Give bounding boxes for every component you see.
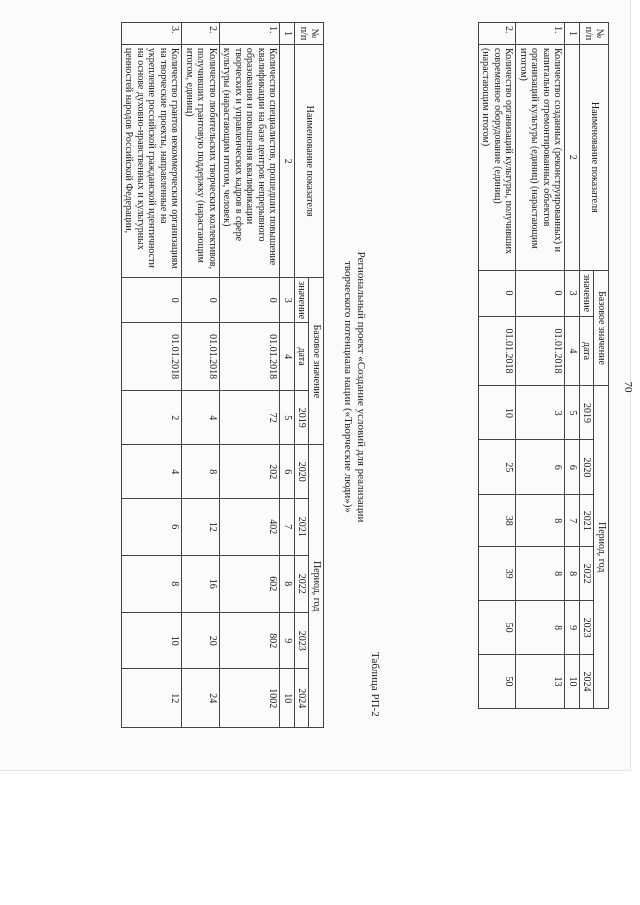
row-base-date: 01.01.2018 xyxy=(220,323,281,391)
row-name: Количество созданных (реконструированных) и капитально отремонтированных объектов организаций культуры (единиц) (нарастающим итогом) xyxy=(516,44,565,270)
header-name: Наименование показателя xyxy=(295,44,324,277)
header-year: 2019 xyxy=(295,390,310,445)
row-base-value: 0 xyxy=(182,278,220,323)
header-year: 2020 xyxy=(580,440,595,495)
row-2019: 2 xyxy=(122,390,183,445)
column-number: 10 xyxy=(565,655,580,709)
header-base-value: значение xyxy=(580,270,595,316)
column-number: 9 xyxy=(280,612,295,668)
column-number: 3 xyxy=(565,270,580,316)
row-2021: 8 xyxy=(516,495,565,547)
row-2024: 1002 xyxy=(220,669,281,728)
row-num: 1. xyxy=(220,23,281,45)
column-number: 5 xyxy=(565,386,580,440)
row-name: Количество грантов некоммерческим организациям на творческие проекты, направленные на укрепление российской гражданской идентичности на основе духовно-нравственных и культурных ценностей народов Российской Федерации, xyxy=(122,44,183,277)
row-2019: 72 xyxy=(220,390,281,445)
column-number: 6 xyxy=(280,445,295,499)
header-base-date: дата xyxy=(580,316,595,386)
row-2023: 10 xyxy=(122,612,183,668)
row-base-value: 0 xyxy=(479,270,517,316)
header-year: 2024 xyxy=(295,669,310,728)
row-2024: 12 xyxy=(122,669,183,728)
row-base-date: 01.01.2018 xyxy=(479,316,517,386)
row-2020: 8 xyxy=(182,445,220,499)
table-row xyxy=(220,23,281,728)
header-year: 2021 xyxy=(295,499,310,555)
column-number: 1 xyxy=(280,23,295,45)
page-number: 70 xyxy=(622,381,634,393)
row-2022: 8 xyxy=(122,555,183,612)
header-year: 2024 xyxy=(580,655,595,709)
column-number: 2 xyxy=(280,44,295,277)
row-2019: 10 xyxy=(479,386,517,440)
row-2019: 4 xyxy=(182,390,220,445)
section-caption-line2: творческого потенциала нации («Творческие люди»)» xyxy=(342,261,354,513)
row-2022: 8 xyxy=(516,547,565,601)
column-number: 2 xyxy=(565,44,580,270)
row-num: 2. xyxy=(479,23,517,45)
row-2024: 24 xyxy=(182,669,220,728)
row-2022: 16 xyxy=(182,555,220,612)
column-number: 4 xyxy=(280,323,295,391)
row-2020: 202 xyxy=(220,445,281,499)
row-base-value: 0 xyxy=(516,270,565,316)
column-number: 1 xyxy=(565,23,580,45)
table-row xyxy=(182,23,220,728)
indicators-table-2 xyxy=(121,22,324,728)
column-number: 8 xyxy=(280,555,295,612)
header-year: 2020 xyxy=(295,445,310,499)
column-number: 3 xyxy=(280,278,295,323)
row-2020: 25 xyxy=(479,440,517,495)
header-base: Базовое значение xyxy=(309,278,324,445)
row-2023: 20 xyxy=(182,612,220,668)
header-num: № п/п xyxy=(295,23,324,45)
row-2023: 8 xyxy=(516,601,565,655)
column-number: 6 xyxy=(565,440,580,495)
header-year: 2023 xyxy=(580,601,595,655)
row-2021: 12 xyxy=(182,499,220,555)
row-2021: 402 xyxy=(220,499,281,555)
row-num: 1. xyxy=(516,23,565,45)
row-2020: 6 xyxy=(516,440,565,495)
row-base-date: 01.01.2018 xyxy=(122,323,183,391)
row-2022: 39 xyxy=(479,547,517,601)
column-number: 9 xyxy=(565,601,580,655)
header-base: Базовое значение xyxy=(594,270,609,386)
header-year: 2021 xyxy=(580,495,595,547)
table-row xyxy=(479,23,517,709)
row-2024: 13 xyxy=(516,655,565,709)
row-name: Количество любительских творческих коллективов, получивших грантовую поддержку (нарастающим итогом, единиц) xyxy=(182,44,220,277)
column-number: 4 xyxy=(565,316,580,386)
column-number: 7 xyxy=(565,495,580,547)
column-number: 5 xyxy=(280,390,295,445)
row-base-value: 0 xyxy=(220,278,281,323)
table-row xyxy=(122,23,183,728)
row-num: 3. xyxy=(122,23,183,45)
row-2023: 802 xyxy=(220,612,281,668)
row-2020: 4 xyxy=(122,445,183,499)
header-year: 2023 xyxy=(295,612,310,668)
header-num: № п/п xyxy=(580,23,609,45)
row-base-value: 0 xyxy=(122,278,183,323)
header-year: 2022 xyxy=(580,547,595,601)
row-name: Количество организаций культуры, получивших современное оборудование (единиц) (нарастающим итогом) xyxy=(479,44,517,270)
section-caption-line1: Региональный проект «Создание условий для реализации xyxy=(355,251,367,523)
row-num: 2. xyxy=(182,23,220,45)
header-year: 2022 xyxy=(295,555,310,612)
row-2024: 50 xyxy=(479,655,517,709)
column-number: 8 xyxy=(565,547,580,601)
row-2023: 50 xyxy=(479,601,517,655)
header-base-value: значение xyxy=(295,278,310,323)
row-base-date: 01.01.2018 xyxy=(516,316,565,386)
row-2022: 602 xyxy=(220,555,281,612)
header-year: 2019 xyxy=(580,386,595,440)
row-2021: 6 xyxy=(122,499,183,555)
indicators-table-1 xyxy=(478,22,609,709)
header-name: Наименование показателя xyxy=(580,44,609,270)
row-name: Количество специалистов, прошедших повышение квалификации на базе центров непрерывного образования и повышения квалификации творческих и управленческих кадров в сфере культуры (нарастающим итогом, человек) xyxy=(220,44,281,277)
header-period: Период, год xyxy=(309,445,324,728)
table-label: Таблица РП-2 xyxy=(369,652,381,717)
row-base-date: 01.01.2018 xyxy=(182,323,220,391)
column-number: 7 xyxy=(280,499,295,555)
row-2019: 3 xyxy=(516,386,565,440)
header-period: Период, год xyxy=(594,386,609,709)
table-row xyxy=(516,23,565,709)
header-base-date: дата xyxy=(295,323,310,391)
rotated-page-content xyxy=(35,12,635,762)
row-2021: 38 xyxy=(479,495,517,547)
column-number: 10 xyxy=(280,669,295,728)
